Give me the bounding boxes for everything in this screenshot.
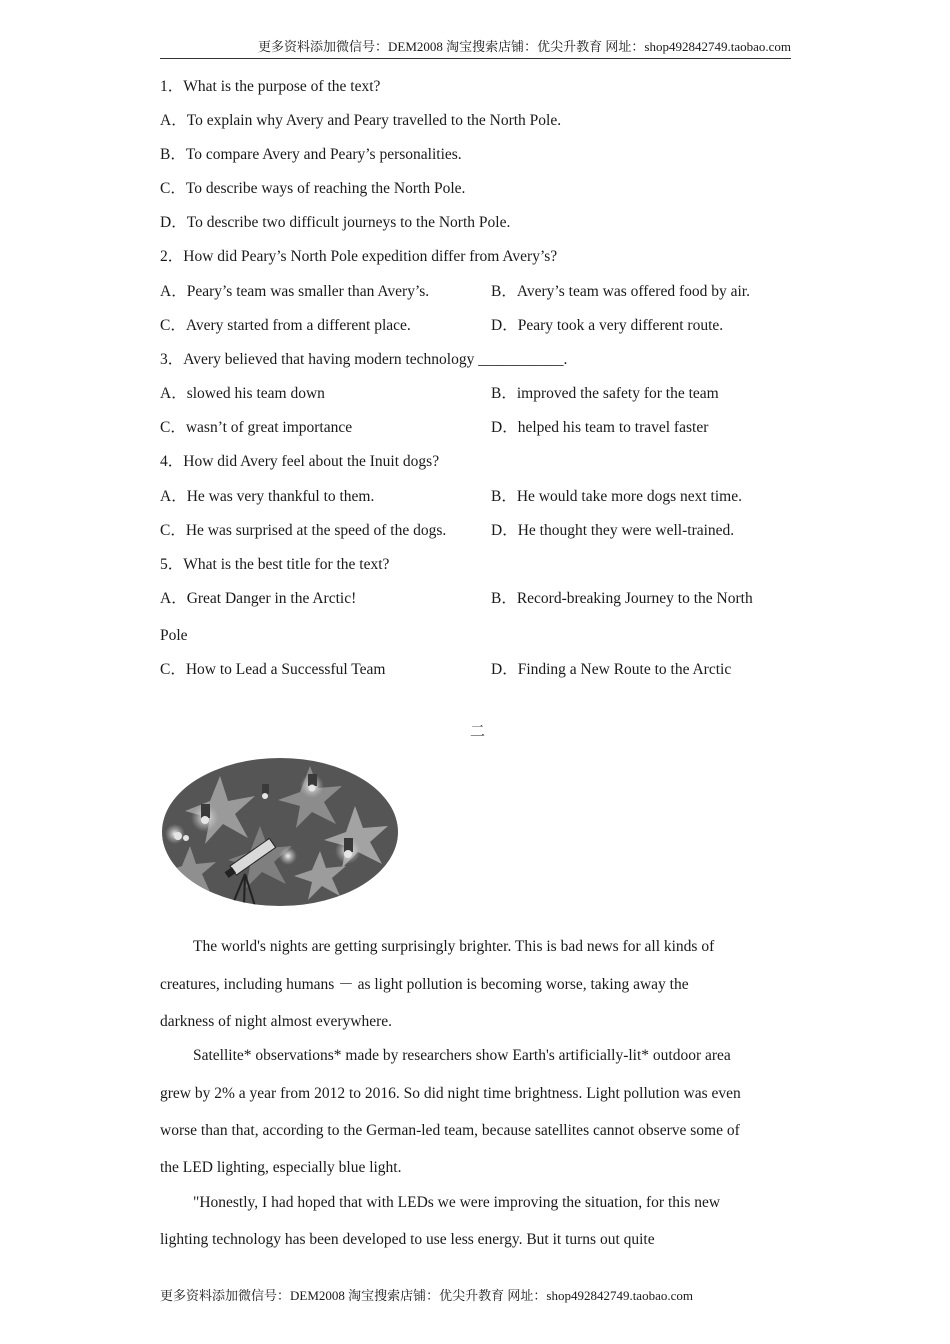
passage-p1-line-1: The world's nights are getting surprisingly brighter. This is bad news for all kinds of bbox=[193, 938, 715, 955]
question-5-option-b-wrap: Pole bbox=[160, 627, 188, 644]
question-5-option-c: C．How to Lead a Successful Team bbox=[160, 661, 386, 678]
question-3-stem: 3．Avery believed that having modern technology ___________. bbox=[160, 351, 568, 368]
question-1-option-d: D．To describe two difficult journeys to the North Pole. bbox=[160, 214, 511, 231]
section-marker: 二 bbox=[470, 724, 486, 740]
question-5-option-a: A．Great Danger in the Arctic! bbox=[160, 590, 357, 607]
passage-p1-line-3: darkness of night almost everywhere. bbox=[160, 1013, 393, 1030]
question-3-option-b: B．improved the safety for the team bbox=[491, 385, 719, 402]
passage-p2-line-4: the LED lighting, especially blue light. bbox=[160, 1159, 402, 1176]
question-3-option-c: C．wasn’t of great importance bbox=[160, 419, 353, 436]
question-1-option-c: C．To describe ways of reaching the North Pole. bbox=[160, 180, 466, 197]
question-5-option-b: B．Record-breaking Journey to the North bbox=[491, 590, 753, 607]
question-3-option-d: D．helped his team to travel faster bbox=[491, 419, 709, 436]
page-header: 更多资料添加微信号：DEM2008 淘宝搜索店铺：优尖升教育 网址：shop492842749.taobao.com bbox=[160, 38, 791, 59]
question-4-option-d: D．He thought they were well-trained. bbox=[491, 522, 735, 539]
question-5-stem: 5．What is the best title for the text? bbox=[160, 556, 390, 573]
night-sky-illustration bbox=[160, 756, 400, 908]
question-4-option-b: B．He would take more dogs next time. bbox=[491, 488, 742, 505]
question-4-option-c: C．He was surprised at the speed of the dogs. bbox=[160, 522, 447, 539]
question-4-stem: 4．How did Avery feel about the Inuit dogs? bbox=[160, 453, 440, 470]
question-1-option-b: B．To compare Avery and Peary’s personalities. bbox=[160, 146, 462, 163]
question-2-option-d: D．Peary took a very different route. bbox=[491, 317, 724, 334]
question-2-option-b: B．Avery’s team was offered food by air. bbox=[491, 283, 750, 300]
passage-p2-line-3: worse than that, according to the German-led team, because satellites cannot observe some of bbox=[160, 1122, 740, 1139]
question-2-option-c: C．Avery started from a different place. bbox=[160, 317, 411, 334]
question-4-option-a: A．He was very thankful to them. bbox=[160, 488, 375, 505]
passage-p3-line-1: "Honestly, I had hoped that with LEDs we were improving the situation, for this new bbox=[193, 1194, 721, 1211]
passage-p3-line-2: lighting technology has been developed to use less energy. But it turns out quite bbox=[160, 1231, 655, 1248]
question-1-option-a: A．To explain why Avery and Peary travelled to the North Pole. bbox=[160, 112, 562, 129]
question-3-option-a: A．slowed his team down bbox=[160, 385, 325, 402]
page-footer: 更多资料添加微信号：DEM2008 淘宝搜索店铺：优尖升教育 网址：shop492842749.taobao.com bbox=[160, 1288, 693, 1303]
question-2-stem: 2．How did Peary’s North Pole expedition differ from Avery’s? bbox=[160, 248, 558, 265]
question-5-option-d: D．Finding a New Route to the Arctic bbox=[491, 661, 732, 678]
passage-p2-line-1: Satellite* observations* made by researchers show Earth's artificially-lit* outdoor area bbox=[193, 1047, 731, 1064]
question-1-stem: 1．What is the purpose of the text? bbox=[160, 78, 381, 95]
question-2-option-a: A．Peary’s team was smaller than Avery’s. bbox=[160, 283, 430, 300]
passage-p1-line-2: creatures, including humans － as light pollution is becoming worse, taking away the bbox=[160, 976, 689, 993]
passage-p2-line-2: grew by 2% a year from 2012 to 2016. So did night time brightness. Light pollution was even bbox=[160, 1085, 741, 1102]
